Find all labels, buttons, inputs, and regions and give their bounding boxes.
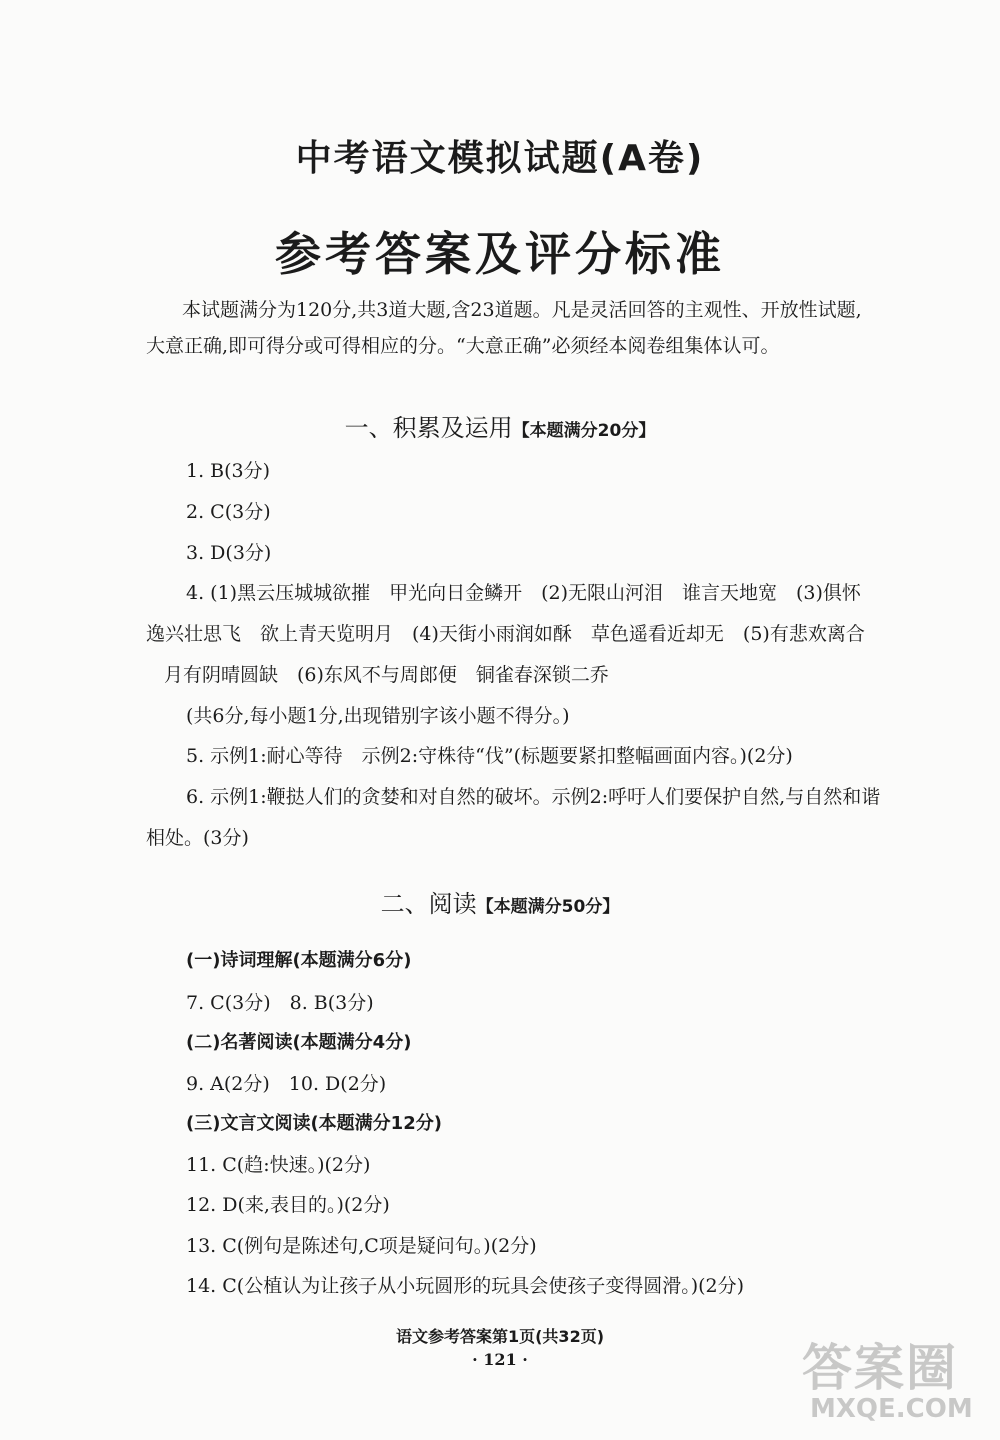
answer-line: 2. C(3分) — [186, 501, 271, 523]
subsection-title: (一)诗词理解(本题满分6分) — [186, 950, 412, 971]
answer-line: 4. (1)黑云压城城欲摧 甲光向日金鳞开 (2)无限山河泪 谁言天地宽 (3)俱怀 — [186, 582, 861, 604]
document-subtitle: 参考答案及评分标准 — [275, 227, 725, 281]
answer-line: 相处。(3分) — [146, 827, 249, 849]
watermark-logo — [802, 1328, 992, 1428]
section2-title: 二、阅读 — [380, 890, 477, 918]
section2-note: 【本题满分50分】 — [476, 897, 620, 917]
answer-line: 13. C(例句是陈述句,C项是疑问句。)(2分) — [186, 1235, 537, 1257]
watermark-site-text: MXQE.COM — [810, 1394, 973, 1424]
answer-line: (共6分,每小题1分,出现错别字该小题不得分。) — [186, 705, 570, 727]
answer-line: 1. B(3分) — [186, 460, 271, 482]
answer-line: 7. C(3分) 8. B(3分) — [186, 992, 374, 1014]
answer-line: 12. D(来,表目的。)(2分) — [186, 1194, 390, 1216]
intro-paragraph — [146, 292, 976, 364]
intro-line-1: 本试题满分为120分,共3道大题,含23道题。凡是灵活回答的主观性、开放性试题, — [182, 299, 862, 321]
document-title: 中考语文模拟试题(A卷) — [295, 138, 705, 179]
answer-line: 月有阴晴圆缺 (6)东风不与周郎便 铜雀春深锁二乔 — [164, 664, 609, 686]
page-number: · 121 · — [472, 1350, 528, 1369]
answer-line: 14. C(公植认为让孩子从小玩圆形的玩具会使孩子变得圆滑。)(2分) — [186, 1275, 745, 1297]
intro-line-2: 大意正确,即可得分或可得相应的分。“大意正确”必须经本阅卷组集体认可。 — [146, 335, 780, 357]
watermark-main-text: 答案圈 — [802, 1339, 958, 1397]
answer-line: 逸兴壮思飞 欲上青天览明月 (4)天街小雨润如酥 草色遥看近却无 (5)有悲欢离合 — [146, 623, 865, 645]
answer-line: 6. 示例1:鞭挞人们的贪婪和对自然的破坏。示例2:呼吁人们要保护自然,与自然和谐 — [186, 786, 881, 808]
page-label: 语文参考答案第1页(共32页) — [395, 1327, 605, 1346]
section2-heading — [0, 884, 1000, 919]
subsection-title: (二)名著阅读(本题满分4分) — [186, 1032, 412, 1053]
subsection-title: (三)文言文阅读(本题满分12分) — [186, 1113, 442, 1134]
answer-line: 5. 示例1:耐心等待 示例2:守株待“伐”(标题要紧扣整幅画面内容。)(2分) — [186, 745, 793, 767]
section1-note: 【本题满分20分】 — [512, 421, 656, 441]
section1-heading — [0, 408, 1000, 443]
answer-line: 11. C(趋:快速。)(2分) — [186, 1154, 371, 1176]
answer-line: 3. D(3分) — [186, 542, 272, 564]
answer-line: 9. A(2分) 10. D(2分) — [186, 1073, 387, 1095]
section1-title: 一、积累及运用 — [344, 414, 513, 442]
